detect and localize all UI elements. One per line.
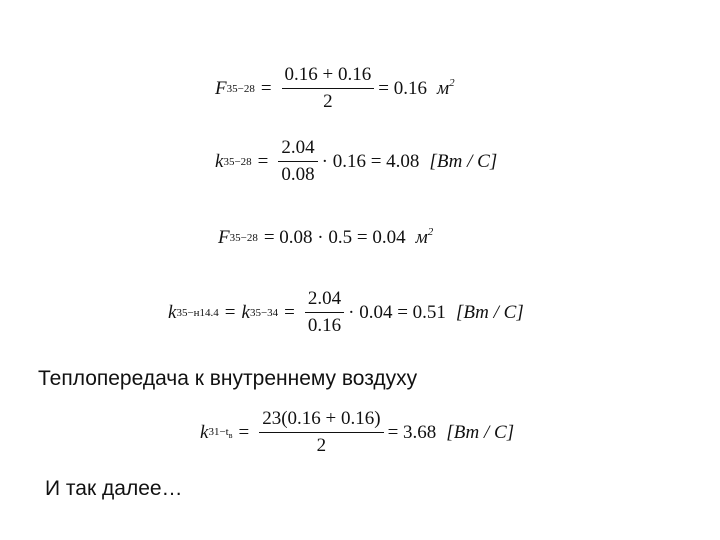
eq4-result: · 0.04 = 0.51 <box>348 301 446 323</box>
heading-heat-transfer: Теплопередача к внутреннему воздуху <box>38 367 418 390</box>
eq3-result: = 0.08 · 0.5 = 0.04 <box>263 226 406 248</box>
eq5-denominator: 2 <box>316 435 327 456</box>
eq5-fraction <box>259 408 383 457</box>
eq1-result: = 0.16 <box>378 77 427 99</box>
eq5-lhs: k <box>200 421 209 443</box>
eq4-unit: [Вт / С] <box>455 301 524 323</box>
equation-k-35-n14: k 35−н14.4 = k 35−34 = $\frac{2.04}{0.16}$ · 0.04 = 0.51 [Вт / С] <box>168 288 524 336</box>
eq4-fraction <box>305 288 344 337</box>
eq5-result: = 3.68 <box>387 421 437 443</box>
eq1-fraction <box>282 64 375 113</box>
eq4-lhs: k <box>168 301 177 323</box>
eq2-lhs-sub: 35−28 <box>223 155 252 168</box>
eq2-lhs: k <box>215 150 224 172</box>
eq1-denominator: 2 <box>323 91 333 112</box>
eq5-lhs-sub: $31-t_в$ <box>208 425 233 440</box>
eq4-numerator: 2.04 <box>305 288 344 313</box>
eq4-denominator: 0.16 <box>307 315 342 336</box>
eq2-numerator: 2.04 <box>278 137 317 162</box>
eq3-unit: $м^2$ <box>415 226 434 248</box>
equation-k-35-28: k 35−28 = $\frac{2.04}{0.08}$ · 0.16 = 4.08 [Вт / С] <box>215 137 498 185</box>
eq4-lhs-sub: 35−н14.4 <box>176 306 219 319</box>
eq1-unit: $м^2$ <box>436 77 455 99</box>
eq5-unit: [Вт / С] <box>446 421 515 443</box>
equation-area-35-28-b <box>218 226 433 249</box>
eq2-unit: [Вт / С] <box>429 150 498 172</box>
eq4-mid: k <box>241 301 250 323</box>
equation-area-35-28: F 35−28 = $\frac{0.16 + 0.16}{2}$ = 0.16 $м^2$ <box>215 64 455 112</box>
eq5-numerator: 23(0.16 + 0.16) <box>259 408 383 433</box>
eq4-mid-sub: 35−34 <box>249 306 279 319</box>
eq2-denominator: 0.08 <box>281 164 315 185</box>
eq2-result: · 0.16 = 4.08 <box>321 150 420 172</box>
eq1-lhs: F <box>215 77 227 99</box>
eq3-lhs-sub: 35−28 <box>229 231 258 244</box>
eq1-lhs-sub: 35−28 <box>226 82 255 95</box>
equation-k-31-tv: k $31-t_в$ = $\frac{23(0.16 + 0.16)}{2}$ = 3.68 [Вт / С] <box>200 408 515 456</box>
eq1-numerator: 0.16 + 0.16 <box>282 64 375 89</box>
eq2-fraction <box>278 137 317 186</box>
eq3-lhs: F <box>218 226 230 248</box>
footer-and-so-on: И так далее… <box>45 477 183 500</box>
